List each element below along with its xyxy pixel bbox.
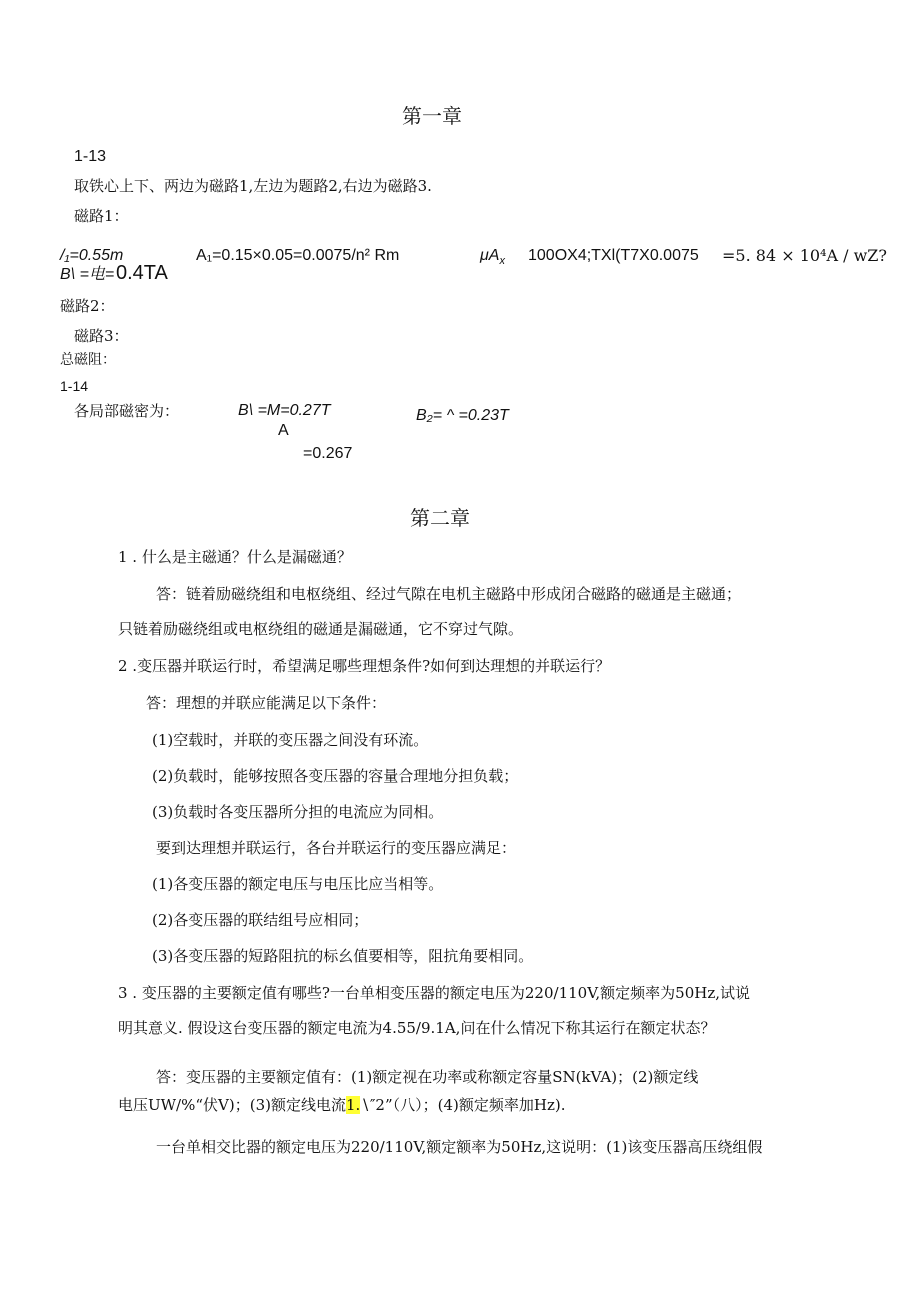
q3-answer-line3: 一台单相交比器的额定电压为220/110V,额定额率为50Hz,这说明：(1)该变压器高压绕组假 — [156, 1138, 763, 1156]
formula-b1-value: 0.4TA — [116, 262, 168, 284]
chapter2-title: 第二章 — [410, 506, 470, 530]
path3-label: 磁路3： — [74, 327, 129, 345]
q2-requirement-2: (2)各变压器的联结组号应相同； — [152, 911, 369, 929]
problem-14-label: 各局部磁密为： — [74, 402, 180, 420]
q1-answer-line2: 只链着励磁绕组或电枢绕组的磁通是漏磁通，它不穿过气隙。 — [118, 620, 524, 638]
path2-label: 磁路2： — [60, 297, 115, 315]
q2-requirement-intro: 要到达理想并联运行，各台并联运行的变压器应满足： — [156, 839, 517, 857]
chapter1-title: 第一章 — [402, 104, 462, 128]
q2-condition-3: (3)负载时各变压器所分担的电流应为同相。 — [152, 803, 444, 821]
q2-condition-2: (2)负载时，能够按照各变压器的容量合理地分担负载； — [152, 767, 519, 785]
formula-mu-sub: x — [499, 255, 505, 268]
problem-14-value: =0.267 — [303, 445, 353, 462]
problem-13-number: 1-13 — [74, 148, 107, 165]
formula-a1: A₁=0.15×0.05=0.0075/n² Rm — [196, 247, 400, 264]
q2-condition-1: (1)空载时，并联的变压器之间没有环流。 — [152, 731, 429, 749]
formula-numerator: 100OX4;TXl(T7X0.0075 — [528, 247, 699, 264]
q1-question: 1 . 什么是主磁通？什么是漏磁通？ — [118, 548, 352, 566]
q3-answer-line2-start: 电压UW/%“伏V)；(3)额定线电流 — [118, 1096, 346, 1114]
problem-14-b2: B₂= ^ =0.23T — [416, 407, 509, 424]
formula-mu — [480, 246, 505, 268]
highlighted-text: 1. — [345, 1096, 361, 1114]
q2-requirement-3: (3)各变压器的短路阻抗的标幺值要相等，阻抗角要相同。 — [152, 947, 534, 965]
q1-answer-line1: 答：链着励磁绕组和电枢绕组、经过气隙在电机主磁路中形成闭合磁路的磁通是主磁通； — [156, 585, 742, 603]
q3-answer-line2 — [118, 1096, 566, 1114]
q3-answer-line1: 答：变压器的主要额定值有：(1)额定视在功率或称额定容量SN(kVA)；(2)额定线 — [156, 1068, 699, 1086]
problem-14-a: A — [278, 422, 289, 439]
formula-result: =5. 84 × 10⁴A / wZ? — [722, 246, 887, 265]
problem-14-b1: B\ =M=0.27T — [238, 402, 331, 419]
q2-question: 2 .变压器并联运行时，希望满足哪些理想条件?如何到达理想的并联运行？ — [118, 657, 611, 675]
q3-answer-line2-end: ∖″2”（八）；(4)额定频率加Hz). — [360, 1096, 566, 1114]
formula-mu-main: μA — [480, 247, 500, 264]
problem-13-intro: 取铁心上下、两边为磁路1,左边为题路2,右边为磁路3. — [74, 177, 432, 195]
q2-requirement-1: (1)各变压器的额定电压与电压比应当相等。 — [152, 875, 444, 893]
formula-l1: /₁=0.55m — [60, 247, 124, 264]
problem-14-number: 1-14 — [60, 378, 89, 394]
q2-answer-intro: 答：理想的并联应能满足以下条件： — [146, 694, 387, 712]
q3-question-line2: 明其意义. 假设这台变压器的额定电流为4.55/9.1A,问在什么情况下称其运行在额定状态？ — [118, 1019, 716, 1037]
path1-label: 磁路1： — [74, 207, 129, 225]
total-reluctance-label: 总磁阻： — [60, 352, 116, 368]
formula-b1-prefix: B\ =电= — [60, 266, 115, 283]
q3-question-line1: 3 . 变压器的主要额定值有哪些?一台单相变压器的额定电压为220/110V,额定频率为50Hz,试说 — [118, 984, 751, 1002]
